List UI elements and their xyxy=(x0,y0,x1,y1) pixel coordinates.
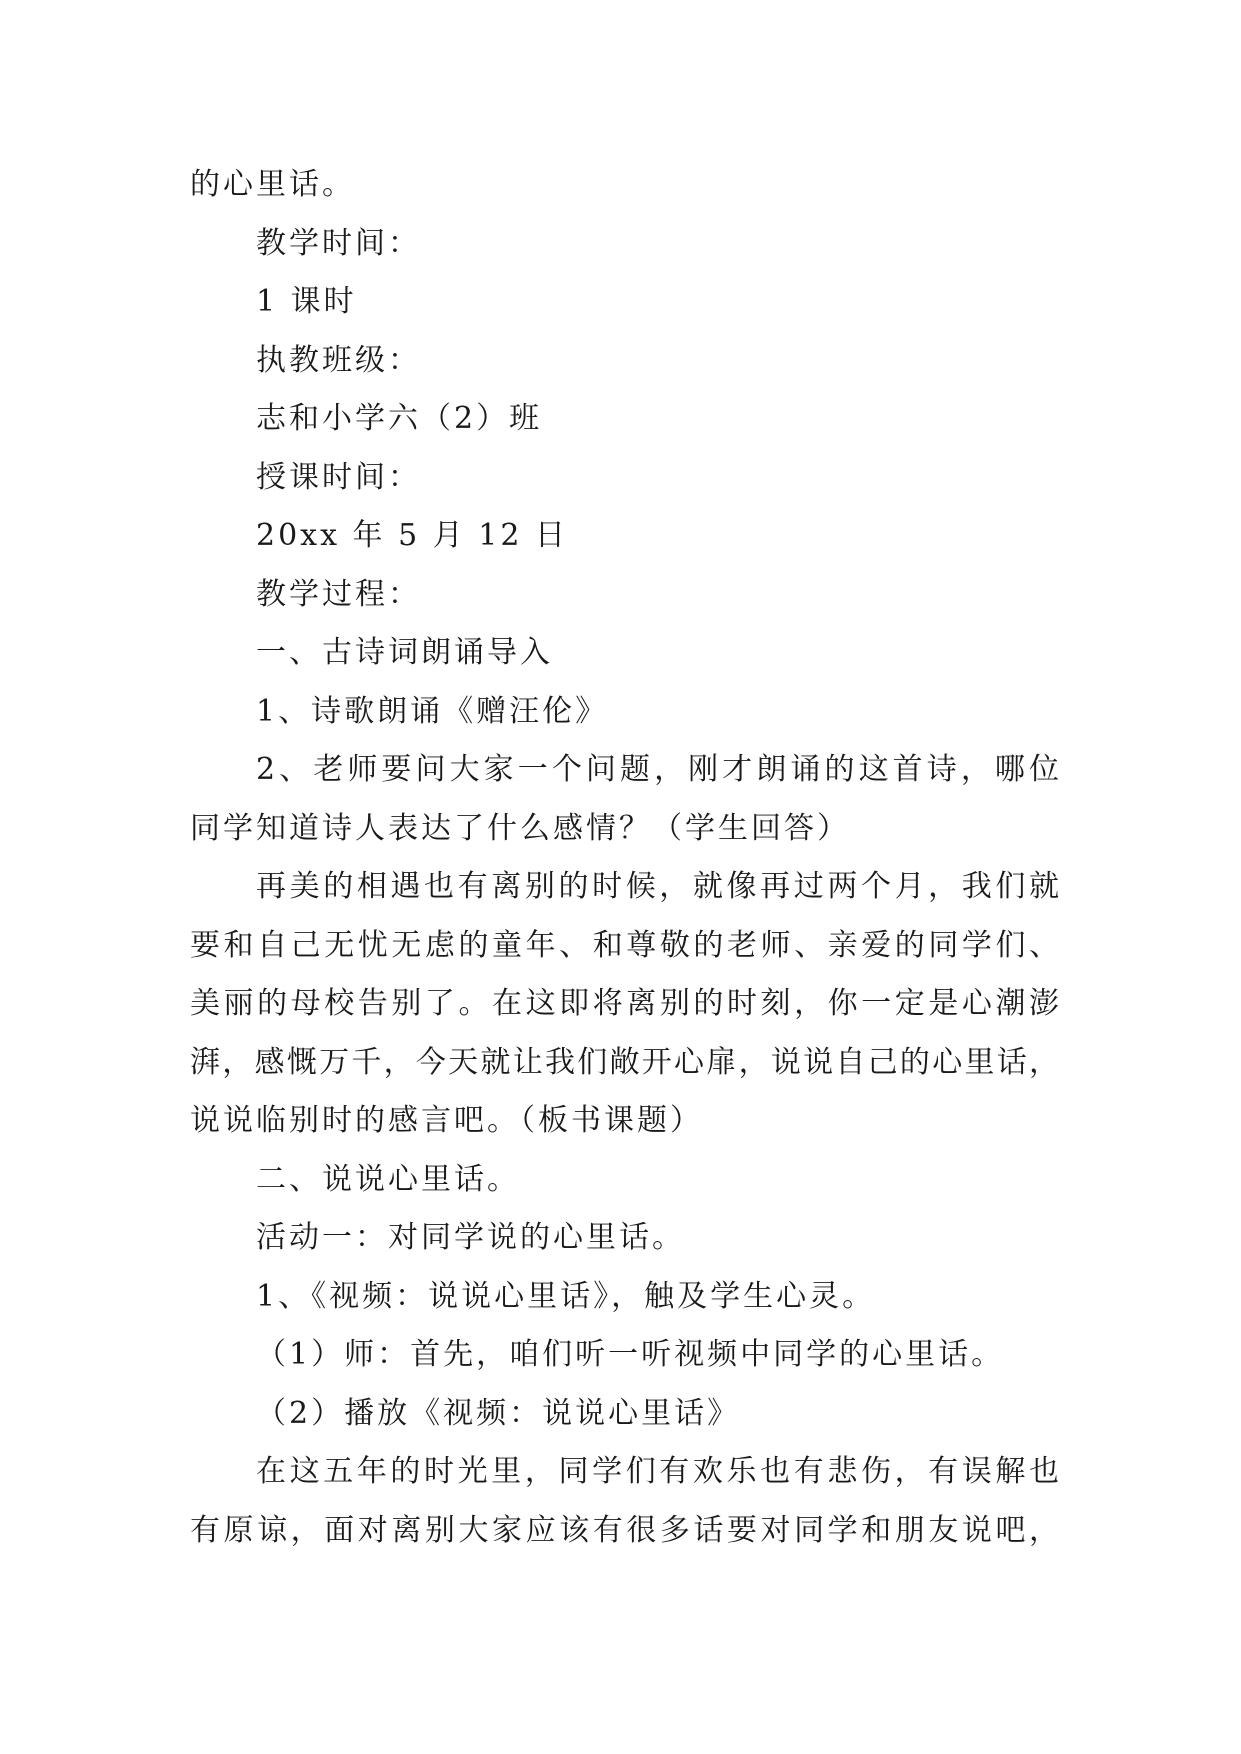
line-text: 二、说说心里话。 xyxy=(256,1161,520,1197)
line-text: 1、诗歌朗诵《赠汪伦》 xyxy=(256,693,609,729)
line-text: 教学时间： xyxy=(256,225,421,261)
line-text: 再美的相遇也有离别的时候，就像再过两个月，我们就 xyxy=(256,869,1060,904)
paragraph-line xyxy=(190,858,1060,917)
paragraph-line xyxy=(190,1151,1060,1210)
paragraph-line xyxy=(190,800,1060,859)
paragraph-line xyxy=(190,156,1060,215)
paragraph-line xyxy=(190,1034,1060,1093)
paragraph-line xyxy=(190,332,1060,391)
line-text: 1 课时 xyxy=(256,284,357,319)
paragraph-line xyxy=(190,917,1060,976)
line-text: 志和小学六（2）班 xyxy=(256,401,543,436)
paragraph-line xyxy=(190,975,1060,1034)
paragraph-line xyxy=(190,273,1060,332)
paragraph-line xyxy=(190,1209,1060,1268)
line-text: 执教班级： xyxy=(256,342,421,378)
line-text: 有原谅，面对离别大家应该有很多话要对同学和朋友说吧， xyxy=(190,1512,1060,1548)
line-text: 2、老师要问大家一个问题，刚才朗诵的这首诗，哪位 xyxy=(256,752,1060,787)
paragraph-line xyxy=(190,741,1060,800)
paragraph-line xyxy=(190,624,1060,683)
line-text: 1、《视频：说说心里话》，触及学生心灵。 xyxy=(256,1278,876,1314)
line-text: 美丽的母校告别了。在这即将离别的时刻，你一定是心潮澎 xyxy=(190,986,1060,1021)
line-text: 教学过程： xyxy=(256,576,421,612)
paragraph-line xyxy=(190,449,1060,508)
line-text: （2）播放《视频：说说心里话》 xyxy=(256,1395,741,1431)
line-text: 要和自己无忧无虑的童年、和尊敬的老师、亲爱的同学们、 xyxy=(190,927,1060,963)
paragraph-line xyxy=(190,1443,1060,1502)
line-text: 20xx 年 5 月 12 日 xyxy=(256,518,568,553)
line-text: （1）师：首先，咱们听一听视频中同学的心里话。 xyxy=(256,1337,1005,1372)
line-text: 的心里话。 xyxy=(190,167,355,202)
paragraph-line xyxy=(190,1385,1060,1444)
document-body xyxy=(190,156,1060,1560)
paragraph-line xyxy=(190,683,1060,742)
paragraph-line xyxy=(190,1326,1060,1385)
paragraph-line xyxy=(190,1502,1060,1561)
line-text: 同学知道诗人表达了什么感情？（学生回答） xyxy=(190,810,850,846)
paragraph-line xyxy=(190,566,1060,625)
paragraph-line xyxy=(190,215,1060,274)
line-text: 湃，感慨万千，今天就让我们敞开心扉，说说自己的心里话， xyxy=(190,1044,1060,1080)
paragraph-line xyxy=(190,1268,1060,1327)
paragraph-line xyxy=(190,1092,1060,1151)
line-text: 一、古诗词朗诵导入 xyxy=(256,635,553,670)
paragraph-line xyxy=(190,390,1060,449)
line-text: 说说临别时的感言吧。（板书课题） xyxy=(190,1103,703,1138)
paragraph-line xyxy=(190,507,1060,566)
line-text: 在这五年的时光里，同学们有欢乐也有悲伤，有误解也 xyxy=(256,1454,1060,1489)
line-text: 活动一：对同学说的心里话。 xyxy=(256,1220,685,1255)
line-text: 授课时间： xyxy=(256,459,421,495)
